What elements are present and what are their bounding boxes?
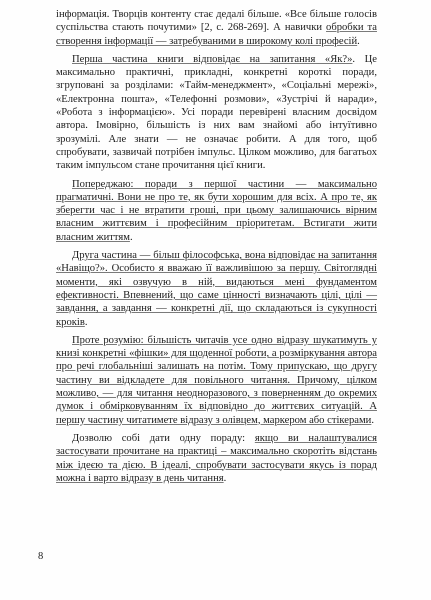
paragraph-6-underlined: якщо ви налаштувалися застосувати прочитане на практиці – максимально скоротіть відстань між ідеєю та дією. В ідеалі, спробувати застосувати якусь із порад можна і варто відразу в день читання (56, 432, 377, 484)
paragraph-4-underlined: Друга частина — більш філософська, вона відповідає на запитання «Навіщо?». Особисто я вважаю її важливішою за першу. Світоглядні моменти, які озвучую в ній, видаються мені фундаментом ефективності. Впевнений, що саме цінності визначають цілі, цілі — завдання, а завдання — конкретні дії, що складаються із сукупності кроків (56, 250, 377, 328)
paragraph-6-text: Дозволю собі дати одну пораду: (72, 432, 255, 444)
paragraph-1-text: інформація. Творців контенту стає дедалі більше. «Все більше голосів суспільства стають почутими» [2, с. 268-269]. А навички (56, 9, 377, 34)
paragraph-2 (56, 53, 377, 173)
paragraph-3-underlined: Попереджаю: поради з першої частини — максимально прагматичні. Вони не про те, як бути хорошим для всіх. А про те, як зберегти час і не втратити гроші, при цьому залишаючись вірним власним життєвим і професійним пріоритетам. Встигати жити власним життям (56, 178, 377, 243)
paragraph-2-underlined: Перша частина книги відповідає на запитання «Як?» (72, 53, 353, 65)
paragraph-3 (56, 178, 377, 244)
paragraph-2-text: . Це максимально практичні, прикладні, конкретні короткі поради, згруповані за розділами: «Тайм-менеджмент», «Соціальні мережі», «Електронна пошта», «Телефонні розмови», «Зустрічі й наради», «Робота з інформацією». Усі поради перевірені власним досвідом автора. Імовірно, більшість із них вам знайомі або інтуїтивно зрозумілі. Але знати — не означає робити. А для того, щоб спробувати, зазвичай потрібен імпульс. Цілком можливо, для багатьох таким імпульсом стане прочитання цієї книги. (56, 53, 378, 172)
paragraph-1-underlined: обробки та створення інформації — затребуваними в широкому колі професій (56, 22, 377, 47)
paragraph-5-end: . (371, 414, 375, 426)
paragraph-1-end: . (357, 35, 360, 47)
paragraph-5-underlined: Проте розумію: більшість читачів усе одно відразу шукатимуть у книзі конкретні «фішки» для щоденної роботи, а розміркування автора про речі глобальніші залишать на потім. Тому припускаю, що другу частину ви відкладете для повільного читання. Причому, цілком можливо, — для читання неодноразового, з поверненням до окремих думок і обмірковуванням їх відповідно до життєвих ситуацій. А першу частину читатимете відразу з олівцем, маркером або стікерами (56, 334, 377, 426)
paragraph-1 (56, 8, 377, 48)
body-text (56, 8, 377, 490)
page-number: 8 (38, 551, 44, 562)
paragraph-5 (56, 334, 377, 427)
paragraph-6 (56, 432, 377, 485)
paragraph-4 (56, 249, 377, 329)
paragraph-4-end: . (84, 316, 88, 328)
paragraph-6-end: . (223, 472, 227, 484)
paragraph-3-end: . (129, 231, 133, 243)
